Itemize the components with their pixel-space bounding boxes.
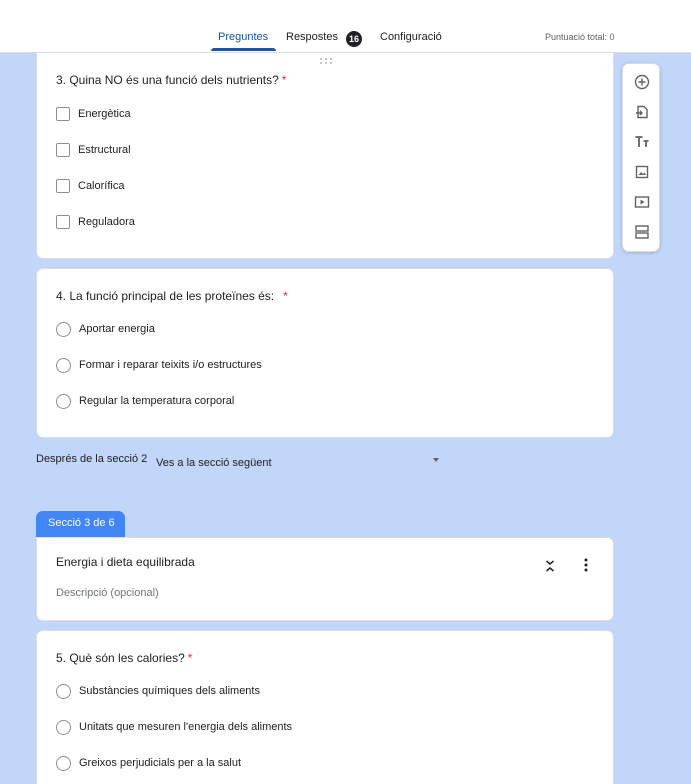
checkbox[interactable] [56,107,70,121]
option-label: Regular la temperatura corporal [79,395,235,407]
question-title-text: 3. Quina NO és una funció dels nutrients? [56,73,279,87]
checkbox[interactable] [56,179,70,193]
question-title-text: 5. Què són les calories? [56,651,185,665]
radio-button[interactable] [56,720,71,735]
option-label: Reguladora [78,216,135,228]
question-title [56,289,288,303]
option-label: Unitats que mesuren l'energia dels aliments [79,721,293,733]
option-label: Formar i reparar teixits i/o estructures [79,359,262,371]
radio-option[interactable] [56,357,262,373]
radio-option[interactable] [56,755,241,771]
checkbox-option[interactable] [56,142,131,158]
option-label: Aportar energia [79,323,155,335]
section-tab: Secció 3 de 6 [36,511,125,538]
radio-option[interactable] [56,393,234,409]
required-marker: * [281,73,287,87]
collapse-section-icon[interactable] [542,558,558,574]
option-label: Greixos perjudicials per a la salut [79,757,242,769]
question-card-3[interactable] [36,53,614,259]
radio-button[interactable] [56,684,71,699]
question-title [56,651,192,665]
question-card-5[interactable] [36,630,614,784]
option-label: Calorífica [78,180,125,192]
radio-button[interactable] [56,358,71,373]
radio-button[interactable] [56,756,71,771]
after-section-value: Ves a la secció següent [156,457,272,469]
dropdown-arrow-icon [433,458,439,462]
checkbox[interactable] [56,215,70,229]
checkbox-option[interactable] [56,106,131,122]
option-label: Substàncies químiques dels aliments [79,685,260,697]
section-header-card[interactable] [36,537,614,621]
responses-count-badge: 16 [346,31,362,47]
radio-option[interactable] [56,683,260,699]
required-marker: * [187,651,193,665]
question-title-text: 4. La funció principal de les proteïnes és: [56,289,275,303]
more-options-icon[interactable] [578,557,594,573]
top-navigation-bar [0,0,691,53]
floating-toolbar [622,63,660,252]
drag-handle-icon[interactable] [319,57,333,65]
section-description[interactable]: Descripció (opcional) [56,587,159,599]
radio-button[interactable] [56,394,71,409]
required-marker: * [283,289,288,303]
section-title[interactable]: Energia i dieta equilibrada [56,555,195,569]
add-title-icon[interactable] [632,132,652,152]
radio-button[interactable] [56,322,71,337]
add-section-icon[interactable] [632,222,652,242]
option-label: Estructural [78,144,131,156]
tab-questions[interactable]: Preguntes [218,31,269,43]
tab-responses[interactable]: Respostes [286,31,338,43]
question-title [56,73,286,87]
after-section-dropdown[interactable] [156,453,441,467]
total-score: Puntuació total: 0 [545,32,615,42]
add-question-icon[interactable] [632,72,652,92]
after-section-label: Després de la secció 2 [36,453,148,465]
radio-option[interactable] [56,321,155,337]
checkbox-option[interactable] [56,214,135,230]
checkbox[interactable] [56,143,70,157]
add-image-icon[interactable] [632,162,652,182]
add-video-icon[interactable] [632,192,652,212]
checkbox-option[interactable] [56,178,124,194]
question-card-4[interactable] [36,268,614,438]
active-tab-indicator [211,48,276,51]
import-questions-icon[interactable] [632,102,652,122]
tab-settings[interactable]: Configuració [380,31,442,43]
option-label: Energètica [78,108,131,120]
radio-option[interactable] [56,719,292,735]
